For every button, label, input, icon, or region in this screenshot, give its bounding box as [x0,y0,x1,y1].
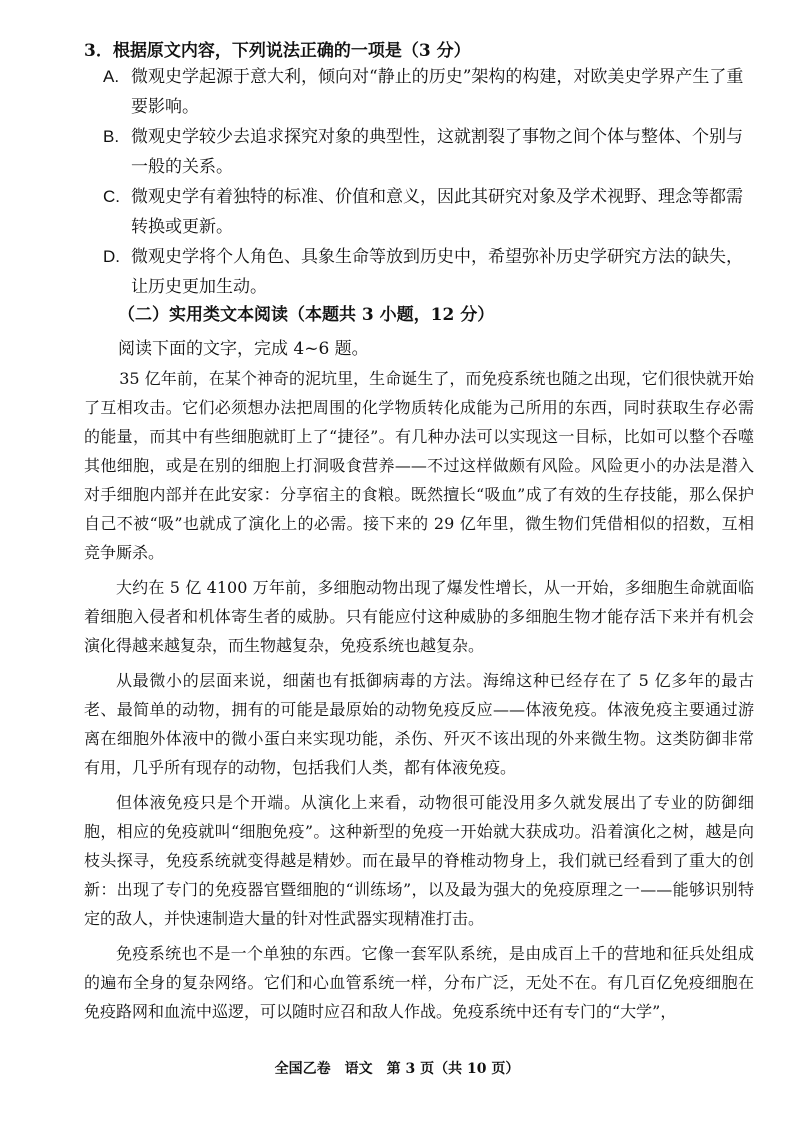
passage-paragraph: 免疫系统也不是一个单独的东西。它像一套军队系统，是由成百上千的营地和征兵处组成的遍布全身的复杂网络。它们和心血管系统一样，分布广泛，无处不在。有几百亿免疫细胞在免疫路网和血流中巡逻，可以随时应召和敌人作战。免疫系统中还有专门的“大学”， [84,944,754,1021]
option-key: D. [103,247,120,266]
option-d [103,242,753,302]
option-key: A. [103,67,120,86]
passage-paragraph: 从最微小的层面来说，细菌也有抵御病毒的方法。海绵这种已经存在了 5 亿多年的最古老、最简单的动物，拥有的可能是最原始的动物免疫反应——体液免疫。体液免疫主要通过游离在细胞外体液中的微小蛋白来实现功能，杀伤、歼灭不该出现的外来微生物。这类防御非常有用，几乎所有现存的动物，包括我们人类，都有体液免疫。 [84,671,754,777]
option-text: 微观史学较少去追求探究对象的典型性，这就割裂了事物之间个体与整体、个别与一般的关系。 [131,127,743,177]
section-title: （二）实用类文本阅读（本题共 3 小题，12 分） [118,305,495,325]
question-stem: 3．根据原文内容，下列说法正确的一项是（3 分） [84,41,471,61]
passage-paragraph: 大约在 5 亿 4100 万年前，多细胞动物出现了爆发性增长，从一开始，多细胞生命就面临着细胞入侵者和机体寄生者的威胁。只有能应付这种威胁的多细胞生物才能存活下来并有机会演化得越来越复杂，而生物越复杂，免疫系统也越复杂。 [84,578,754,655]
option-text: 微观史学有着独特的标准、价值和意义，因此其研究对象及学术视野、理念等都需转换或更新。 [131,187,743,237]
reading-passage [84,364,754,1032]
passage-paragraph: 35 亿年前，在某个神奇的泥坑里，生命诞生了，而免疫系统也随之出现，它们很快就开始了互相攻击。它们必须想办法把周围的化学物质转化成能为己所用的东西，同时获取生存必需的能量，而其中有些细胞就盯上了“捷径”。有几种办法可以实现这一目标，比如可以整个吞噬其他细胞，或是在别的细胞上打洞吸食营养——不过这样做颇有风险。风险更小的办法是潜入对手细胞内部并在此安家：分享宿主的食粮。既然擅长“吸血”成了有效的生存技能，那么保护自己不被“吸”也就成了演化上的必需。接下来的 29 亿年里，微生物们凭借相似的招数，互相竞争厮杀。 [84,369,754,562]
option-text: 微观史学将个人角色、具象生命等放到历史中，希望弥补历史学研究方法的缺失，让历史更加生动。 [131,247,743,297]
option-a [103,62,753,122]
reading-instruction: 阅读下面的文字，完成 4~6 题。 [118,339,369,359]
page-footer: 全国乙卷 语文 第 3 页（共 10 页） [274,1061,520,1077]
option-c [103,182,753,242]
option-b [103,122,753,182]
passage-paragraph: 但体液免疫只是个开端。从演化上来看，动物很可能没用多久就发展出了专业的防御细胞，相应的免疫就叫“细胞免疫”。这种新型的免疫一开始就大获成功。沿着演化之树，越是向枝头探寻，免疫系统就变得越是精妙。而在最早的脊椎动物身上，我们就已经看到了重大的创新：出现了专门的免疫器官暨细胞的“训练场”，以及最为强大的免疫原理之一——能够识别特定的敌人，并快速制造大量的针对性武器实现精准打击。 [84,793,754,928]
option-key: B. [103,127,120,146]
option-text: 微观史学起源于意大利，倾向对“静止的历史”架构的构建，对欧美史学界产生了重要影响。 [131,67,744,117]
option-key: C. [103,187,120,206]
